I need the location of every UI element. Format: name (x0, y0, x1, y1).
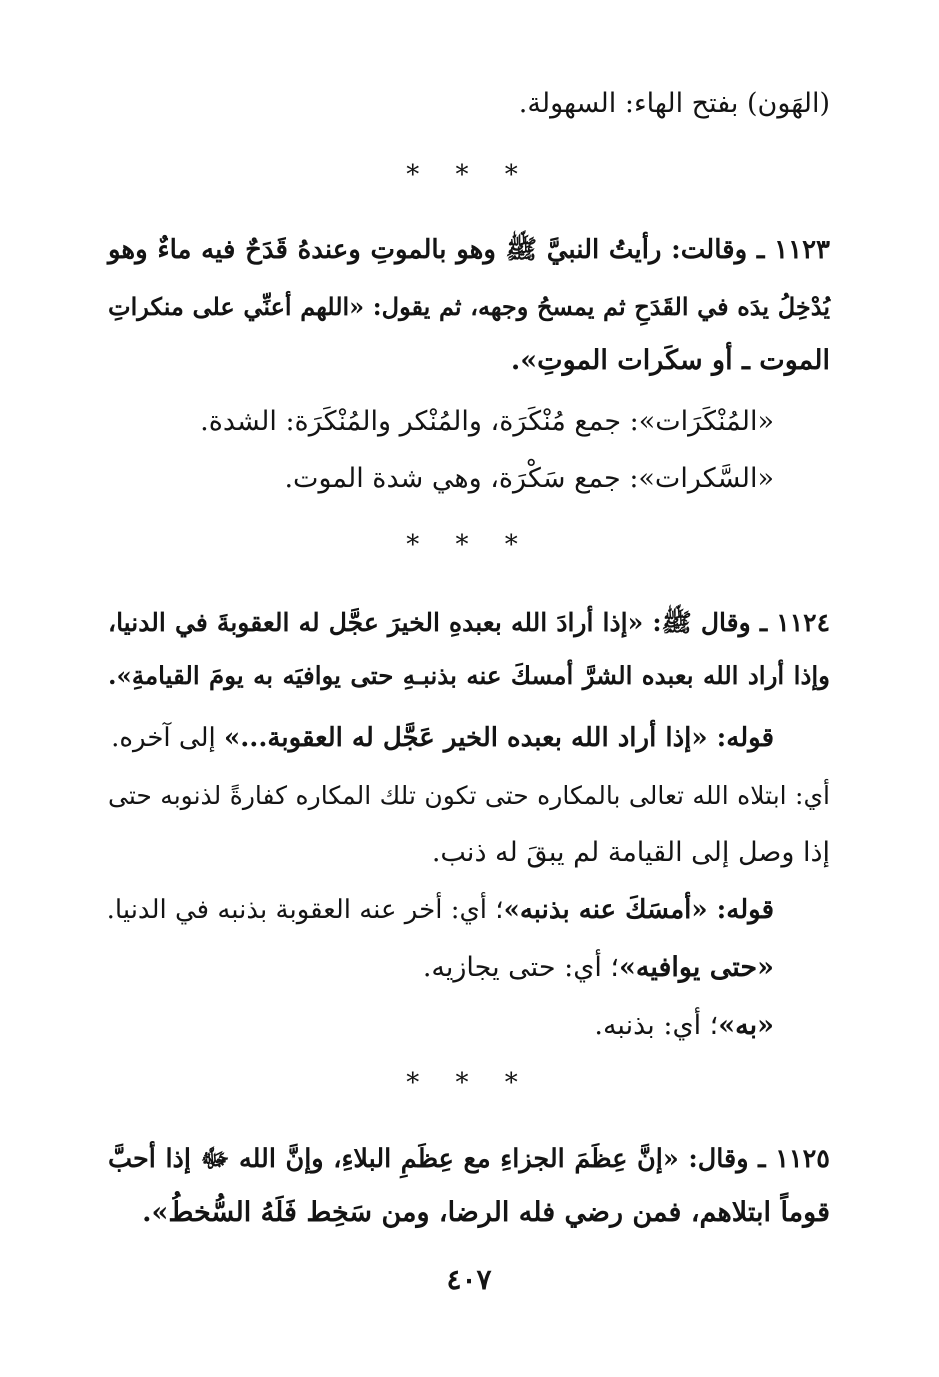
hadith-1123-line-1: ١١٢٣ ـ وقالت: رأيتُ النبيَّ ﷺ وهو بالموتِ وعندهُ قَدَحٌ فيه ماءٌ وهو (108, 235, 830, 265)
hadith-1123-line-2: يُدْخِلُ يدَه في القَدَحِ ثم يمسحُ وجهه، ثم يقول: «اللهم أعنِّي على منكراتِ (108, 292, 830, 321)
commentary-line (108, 890, 774, 930)
hadith-1123-line-3: الموت ـ أو سكَرات الموتِ». (510, 345, 830, 376)
quoted-phrase: قوله: «إذا أراد الله بعبده الخير عَجَّل له العقوبة...» (224, 723, 774, 753)
hadith-1124-line-1: ١١٢٤ ـ وقال ﷺ: «إذا أرادَ الله بعبدهِ الخيرَ عجَّل له العقوبةَ في الدنيا، (108, 608, 830, 637)
hadith-1124-line-2: وإذا أراد الله بعبده الشرَّ أمسكَ عنه بذنبـهِ حتى يوافيَه به يومَ القيامةِ». (108, 661, 830, 690)
commentary-text: ؛ أي: حتى يجازيه. (422, 952, 619, 983)
quoted-phrase: «به» (718, 1010, 774, 1041)
quoted-phrase: قوله: «أمسَكَ عنه بذنبه» (503, 895, 774, 925)
section-separator: * * * (406, 160, 532, 190)
hadith-1125-line-2: قوماً ابتلاهم، فمن رضي فله الرضا، ومن سَخِط فَلَهُ السُّخطُ». (142, 1197, 830, 1228)
commentary-line: إذا وصل إلى القيامة لم يبقَ له ذنب. (431, 837, 830, 868)
commentary-line (108, 718, 774, 758)
commentary-line (108, 1006, 774, 1046)
gloss-line: «المُنْكَرَات»: جمع مُنْكَرَة، والمُنْكر والمُنْكَرَة: الشدة. (200, 406, 774, 437)
commentary-line (108, 948, 774, 988)
commentary-text: ؛ أي: أخر عنه العقوبة بذنبه في الدنيا. (106, 895, 504, 925)
hadith-1125-line-1: ١١٢٥ ـ وقال: «إنَّ عِظَمَ الجزاءِ مع عِظَمِ البلاءِ، وإنَّ الله ﷻ إذا أحبَّ (108, 1144, 830, 1174)
commentary-text: ؛ أي: بذنبه. (594, 1010, 719, 1041)
gloss-line: (الهَون) بفتح الهاء: السهولة. (518, 88, 830, 119)
page-number: ٤٠٧ (446, 1263, 492, 1296)
commentary-text: إلى آخره. (111, 723, 224, 753)
quoted-phrase: «حتى يوافيه» (619, 952, 774, 983)
section-separator: * * * (406, 1068, 532, 1098)
section-separator: * * * (406, 530, 532, 560)
gloss-line: «السَّكرات»: جمع سَكْرَة، وهي شدة الموت. (284, 463, 774, 494)
commentary-line: أي: ابتلاه الله تعالى بالمكاره حتى تكون تلك المكاره كفارةً لذنوبه حتى (108, 781, 830, 810)
book-page (108, 0, 830, 1377)
